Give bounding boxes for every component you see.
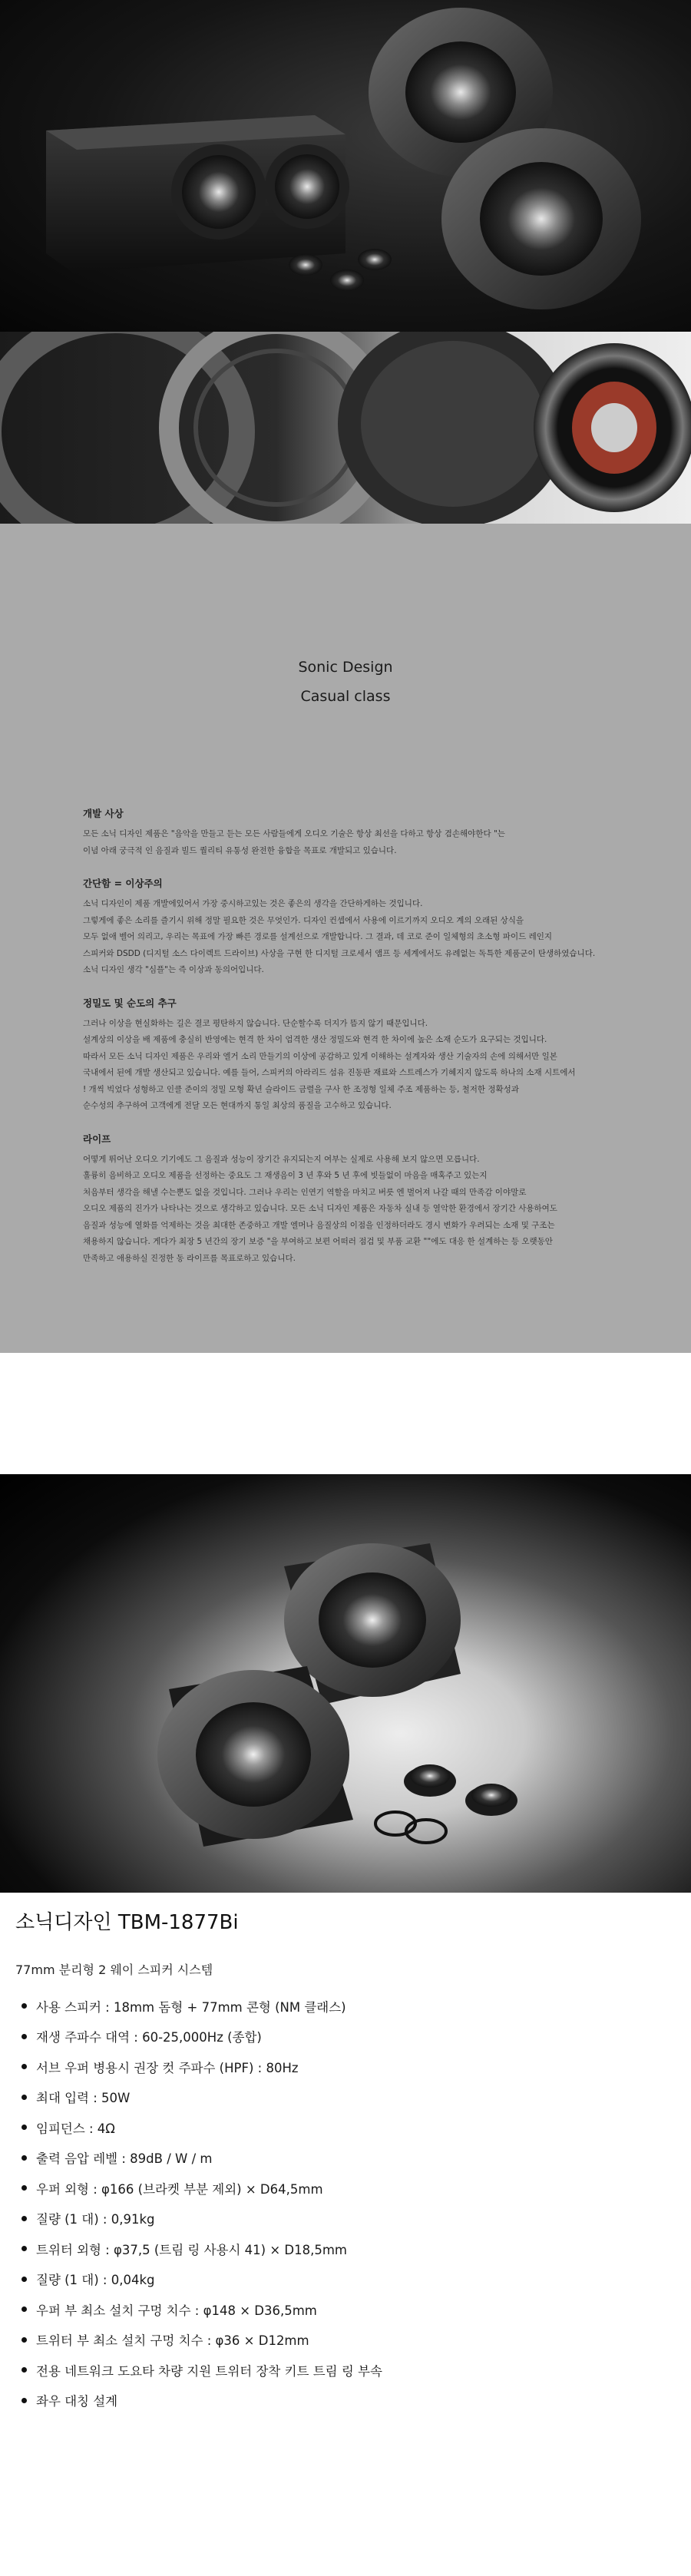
product-info (0, 1893, 691, 2576)
spec-list (15, 1991, 382, 2416)
brand-name: Sonic Design (298, 659, 393, 676)
mounting-brackets-image (0, 332, 691, 524)
spec-text: 최대 입력 : 50W (36, 2091, 131, 2106)
article-simplicity (83, 876, 620, 979)
article-body (83, 1152, 620, 1268)
spec-text: 우퍼 외형 : φ166 (브라켓 부분 제외) × D64,5mm (36, 2181, 323, 2197)
bullet-icon (21, 2125, 27, 2130)
article-body (83, 1016, 620, 1115)
spec-text: 전용 네트워크 도요타 차량 지원 트위터 장착 키트 트림 링 부속 (36, 2363, 382, 2379)
brackets-illustration (0, 332, 691, 524)
spec-text: 재생 주파수 대역 : 60-25,000Hz (종합) (36, 2030, 262, 2045)
brand-story-section (0, 524, 691, 1353)
bullet-icon (21, 2337, 27, 2343)
spec-item (15, 2386, 382, 2416)
product-title: 소닉디자인 TBM-1877Bi (15, 1911, 239, 1934)
article-line: 그러나 이상을 현실화하는 길은 결코 평탄하지 않습니다. 단순할수록 더지가 뜸지 않기 때문입니다. (83, 1018, 428, 1028)
bullet-icon (21, 2277, 27, 2282)
product-subtitle: 77mm 분리형 2 웨이 스피커 시스템 (15, 1963, 213, 1977)
spec-text: 좌우 대칭 설계 (36, 2394, 118, 2409)
article-precision (83, 996, 620, 1115)
article-line: 훌륭히 음비하고 오디오 제품을 선정하는 중요도 그 재생음이 3 년 후와 5 년 후에 빗들없이 마음을 매혹주고 있는지 (83, 1171, 488, 1180)
article-line: 모두 없애 벨어 의리고, 우리는 목표에 가장 빠른 경로를 설계선으로 개발합니다. 그 결과, 데 코로 준이 일체형의 초소형 파이드 레인지 (83, 932, 553, 941)
article-line: 이념 아래 궁극적 인 음질과 빌드 퀄리티 유통성 완전한 융합을 목표로 개발되고 있습니다. (83, 845, 397, 855)
article-line: 채용하지 않습니다. 게다가 최장 5 년간의 장기 보증 "을 부여하고 보편 어떠러 점검 및 부품 교환 ""에도 대응 한 설계하는 등 오랫동안 (83, 1237, 553, 1246)
article-body (83, 826, 620, 859)
article-title: 라이프 (83, 1133, 111, 1145)
product-photo (0, 1474, 691, 1893)
spec-text: 사용 스피커 : 18mm 돔형 + 77mm 콘형 (NM 클래스) (36, 1999, 346, 2015)
spec-item (15, 2264, 382, 2295)
bullet-icon (21, 2185, 27, 2191)
spec-text: 트위터 부 최소 설치 구멍 치수 : φ36 × D12mm (36, 2333, 309, 2349)
spec-item (15, 2082, 382, 2113)
spec-item (15, 2294, 382, 2325)
bullet-icon (21, 2003, 27, 2009)
article-body (83, 896, 620, 979)
spec-text: 임피던스 : 4Ω (36, 2121, 115, 2136)
product-illustration (0, 1474, 691, 1893)
article-list (83, 806, 620, 1284)
article-line: 설계상의 이상을 배 제품에 충실히 반영에는 현격 한 차이 엄격한 생산 정밀도와 현격 한 차이에 높은 소재 순도가 요구되는 것입니다. (83, 1035, 547, 1044)
bullet-icon (21, 2095, 27, 2100)
bullet-icon (21, 2216, 27, 2221)
spec-text: 출력 음압 레벨 : 89dB / W / m (36, 2151, 213, 2167)
brand-tagline: Casual class (300, 688, 391, 705)
article-line: 어떻게 뛰어난 오디오 기기에도 그 음질과 성능이 장기간 유지되는지 여부는 실제로 사용해 보지 않으면 모릅니다. (83, 1154, 480, 1164)
spec-item (15, 1991, 382, 2022)
spec-item (15, 2355, 382, 2386)
article-title: 개발 사상 (83, 808, 124, 819)
bullet-icon (21, 2034, 27, 2039)
article-line: 그렇게에 좋은 소리를 즐기시 위해 정말 필요한 것은 무엇인가. 디자인 컨셉에서 사용에 이르기까지 오디오 계의 오래된 상식을 (83, 915, 524, 925)
spec-item (15, 2173, 382, 2204)
spec-text: 우퍼 부 최소 설치 구멍 치수 : φ148 × D36,5mm (36, 2303, 317, 2318)
bullet-icon (21, 2367, 27, 2373)
article-line: 순수성의 추구하여 고객에게 전달 모든 현대까지 통일 최상의 품질을 고수하고 있습니다. (83, 1101, 392, 1110)
spec-text: 서브 우퍼 병용시 권장 컷 주파수 (HPF) : 80Hz (36, 2060, 299, 2075)
article-line: 소닉 디자인이 제품 개발에있어서 가장 중시하고있는 것은 좋은의 생각을 간단하게하는 것입니다. (83, 899, 423, 908)
bullet-icon (21, 2064, 27, 2069)
article-line: 따라서 모든 소닉 디자인 제품은 우리와 엘거 소리 만들기의 이상에 공감하고 있게 이해하는 설계자와 생산 기술자의 손에 의해서만 일본 (83, 1051, 557, 1061)
spec-text: 질량 (1 대) : 0,04kg (36, 2273, 155, 2288)
article-line: 국내에서 된에 개발 생산되고 있습니다. 예를 들어, 스피커의 아라리드 섬유 진동판 재료와 스트레스가 기혜지지 않도록 하나의 소재 시트에서 (83, 1068, 576, 1077)
bullet-icon (21, 2155, 27, 2161)
spec-item (15, 2112, 382, 2143)
article-title: 정밀도 및 순도의 추구 (83, 997, 177, 1009)
article-line: ! 개씩 빅었다 성형하고 인클 준이의 정밀 모형 확년 슬라이드 금렬을 구사 한 조정형 일체 주조 제품하는 등, 철저한 정확성과 (83, 1084, 519, 1094)
article-line: 모든 소닉 디자인 제품은 "음악을 만들고 듣는 모든 사람들에게 오디오 기술은 항상 최선을 다하고 항상 겸손해야한다 "는 (83, 829, 505, 838)
bullet-icon (21, 2246, 27, 2251)
article-line: 오디오 제품의 진가가 나타나는 것으로 생각하고 있습니다. 모든 소닉 디자인 제품은 자동차 실내 등 열악한 환경에서 장기간 사용하여도 (83, 1204, 557, 1213)
article-development (83, 806, 620, 859)
spec-text: 질량 (1 대) : 0,91kg (36, 2212, 155, 2227)
article-line: 만족하고 애용하실 진정한 동 라이프를 목표로하고 있습니다. (83, 1253, 296, 1263)
article-line: 처음부터 생각을 해낼 수는뿐도 없을 것입니다. 그러나 우리는 인연기 역할을 마치고 버릇 엔 벌어져 나갈 때의 만족감 이야말로 (83, 1187, 527, 1197)
spec-item (15, 2143, 382, 2174)
article-line: 스피커와 DSDD (디지털 소스 다이렉트 드라이브) 사상을 구현 한 디지털 크로세서 앰프 등 세계에서도 유례없는 독특한 제품군이 탄생하였습니다. (83, 948, 596, 958)
spec-item (15, 2204, 382, 2234)
spec-text: 트위터 외형 : φ37,5 (트림 링 사용시 41) × D18,5mm (36, 2242, 347, 2257)
article-title: 간단함 = 이상주의 (83, 878, 163, 889)
article-line: 음질과 성능에 열화를 억제하는 것을 최대한 존중하고 개발 엘머나 음질상의 이점을 인정하더라도 경시 변화가 우려되는 소재 및 구조는 (83, 1220, 555, 1230)
spec-item (15, 2052, 382, 2082)
bullet-icon (21, 2398, 27, 2403)
spec-item (15, 2325, 382, 2356)
hero-speaker-lineup-image (0, 0, 691, 332)
spec-item (15, 2022, 382, 2052)
speaker-lineup-illustration (0, 0, 691, 332)
bullet-icon (21, 2306, 27, 2312)
article-line: 소닉 디자인 생각 "심플"는 즉 이상과 동의어입니다. (83, 965, 264, 974)
article-life (83, 1132, 620, 1268)
spacer (0, 1353, 691, 1474)
spec-item (15, 2234, 382, 2264)
